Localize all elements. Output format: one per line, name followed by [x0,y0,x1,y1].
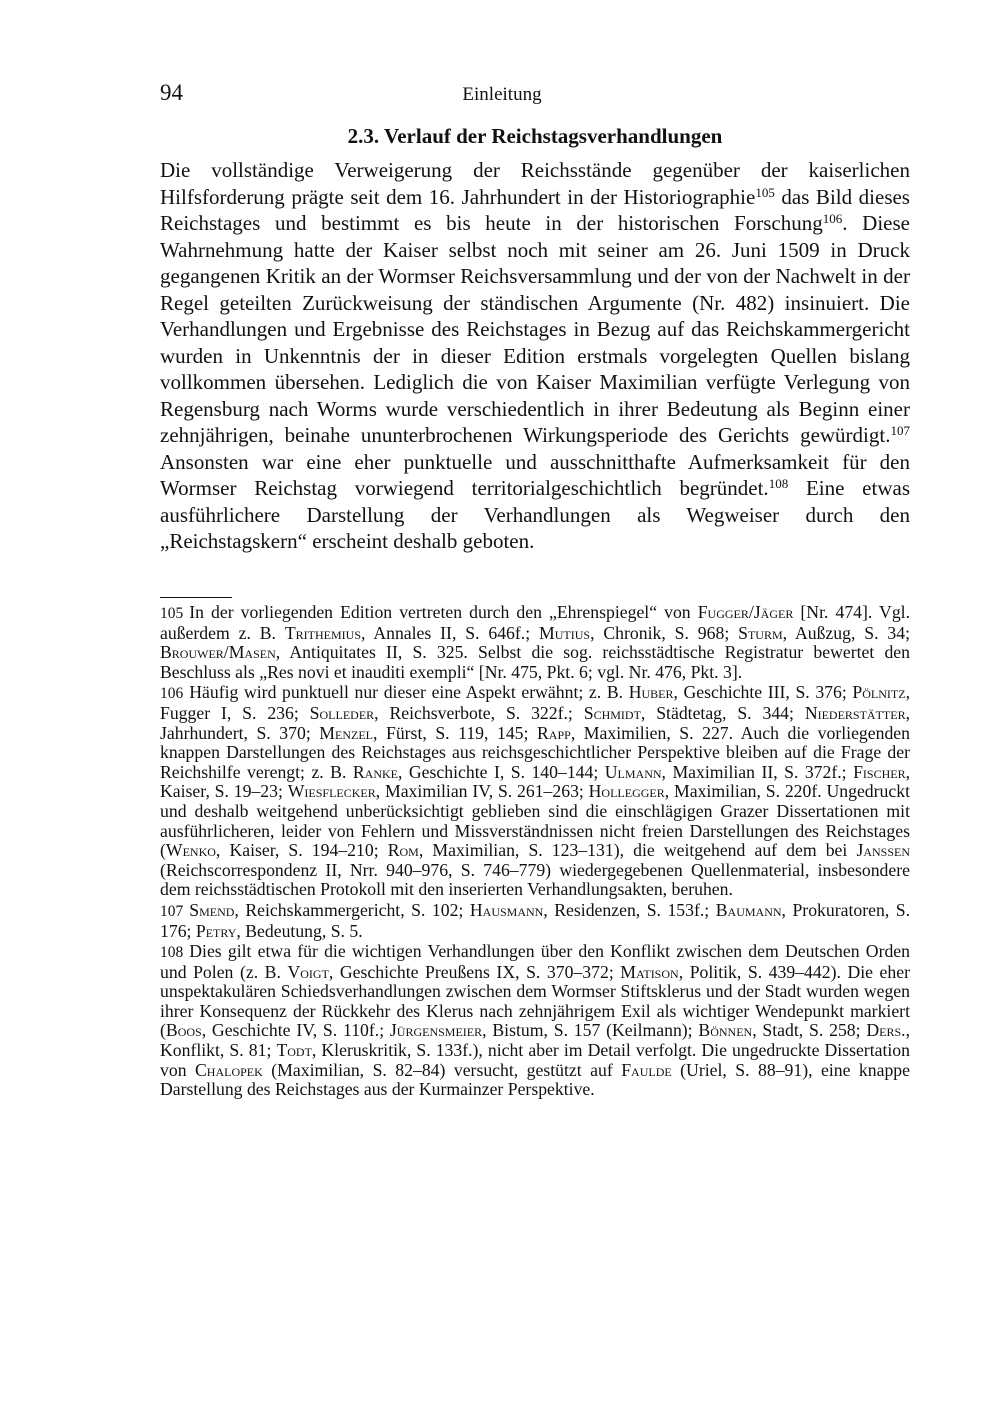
footnote-text: (Uriel, S. 88–91), eine knappe Darstellung des Reichstages aus der Kurmainzer Perspektive. [160,1059,911,1100]
author-name: Brouwer/Masen [160,642,276,663]
footnote-ref-106[interactable]: 106 [822,210,843,226]
footnote-text: , Städtetag, S. 344; [640,702,805,723]
footnote-text: , Fugger I, S. 236; [160,682,910,723]
footnote-text: , Residenzen, S. 153f.; [543,899,716,920]
footnote-ref-108[interactable]: 108 [768,475,789,491]
author-name: Schmidt [583,702,641,723]
footnote-text: , Maximilian, S. 220f. Ungedruckt und deshalb weitgehend unberücksichtigt geblieben sind die einschlägigen Grazer Dissertationen mit ausführlicheren, leider von Fehlern und Missverständnissen nicht freien Darstellungen des Reichstages ( [160,781,910,861]
footnote-text: , Maximilian IV, S. 261–263; [375,781,589,802]
author-name: Baumann [715,899,782,920]
author-name: Janssen [856,840,910,861]
body-text-4: Ansonsten war eine eher punktuelle und ausschnitthafte Aufmerksamkeit für den Wormser Reichstag vorwiegend territorialgeschichtlich begründet. [160,449,910,500]
author-name: Niederstätter [804,702,906,723]
footnote-text: , Maximilian, S. 123–131), die weitgehend auf dem bei [418,840,857,861]
footnote-text: Häufig wird punktuell nur dieser eine Aspekt erwähnt; z. B. [189,682,629,703]
author-name: Petry [195,920,237,941]
footnote-text: , Kleruskritik, S. 133f.), nicht aber im Detail verfolgt. Die ungedruckte Dissertation von [160,1040,910,1080]
footnotes [160,603,910,1101]
footnote-text: , Kaiser, S. 194–210; [215,840,388,861]
author-name: Sturm [738,622,783,643]
author-name: Menzel [319,722,374,743]
author-name: Rom [387,840,419,861]
footnote-text: , Maximilian II, S. 372f.; [661,761,854,782]
author-name: Fugger/Jäger [697,602,794,622]
footnote-text: , Bistum, S. 157 (Keilmann); [482,1020,699,1041]
footnote-text: , Geschichte III, S. 376; [673,682,853,703]
footnote-number: 107 [160,902,184,920]
author-name: Pölnitz [852,682,906,703]
footnote-number: 106 [160,685,184,703]
author-name: Faulde [621,1059,672,1080]
author-name: Hollegger [588,781,665,802]
section-heading: 2.3. Verlauf der Reichstagsverhandlungen [347,124,723,148]
author-name: Mutius [539,622,591,643]
footnote-text: , Reichskammergericht, S. 102; [234,899,470,920]
footnote-text: , Chronik, S. 968; [590,622,739,643]
footnote-text: , Stadt, S. 258; [752,1020,867,1041]
author-name: Voigt [287,961,329,982]
body-text-3: . Diese Wahrnehmung hatte der Kaiser selbst noch mit seiner am 26. Juni 1509 in Druck gegangenen Kritik an der Wormser Reichsversammlung und der von der Nachwelt in der Regel geteilten Zurückweisung der ständischen Argumente (Nr. 482) insinuiert. Die Verhandlungen und Ergebnisse des Reichstages in Bezug auf das Reichskammergericht wurden in Unkenntnis der in dieser Edition erstmals vorgelegten Quellen bislang vollkommen übersehen. Lediglich die von Kaiser Maximilian verfügte Verlegung von Regensburg nach Worms wurde verschiedentlich in ihrer Bedeutung als Beginn einer zehnjährigen, beinahe ununterbrochenen Wirkungsperiode des Gerichts gewürdigt. [160,211,910,447]
author-name: Rapp [537,722,571,743]
footnote-text: , Geschichte Preußens IX, S. 370–372; [328,961,621,982]
footnote-text: , Außzug, S. 34; [782,622,910,643]
footnote-text: (Reichscorrespondenz II, Nrr. 940–976, S. 746–779) wiedergegebenen Quellenmaterial, insbesondere dem reichsstädtischen Protokoll mit den inserierten Verhandlungsakten, beruhen. [160,859,910,900]
footnote-ref-107[interactable]: 107 [890,422,910,438]
author-name: Todt [276,1040,312,1061]
footnote-text: , Antiquitates II, S. 325. Selbst die sog. reichsstädtische Registratur bewertet den Beschluss als „Res novi et inauditi exempli“ [Nr. 475, Pkt. 6; vgl. Nr. 476, Pkt. 3]. [160,642,910,682]
footnote-text: , Maximilien, S. 227. Auch die vorliegenden knappen Darstellungen des Reichstages aus reichsgeschichtlicher Perspektive bleiben auf die Frage der Reichshilfe verengt; z. B. [160,722,910,782]
body-text-2: das Bild dieses Reichstages und bestimmt es bis heute in der historischen Forschung [160,184,910,235]
author-name: Ders. [866,1020,906,1041]
body-text-5: Eine etwas ausführlichere Darstellung der Verhandlungen als Wegweiser durch den „Reichstagskern“ erscheint deshalb geboten. [160,476,910,553]
footnote-text: , Jahrhundert, S. 370; [160,702,910,743]
author-name: Chalopek [195,1059,263,1080]
footnote-number: 108 [160,944,184,962]
author-name: Huber [628,682,674,703]
author-name: Boos [165,1020,202,1041]
author-name: Bönnen [698,1020,753,1041]
footnote-107 [160,901,910,941]
body-text-1: Die vollständige Verweigerung der Reichsstände gegenüber der kaiserlichen Hilfsforderung prägte seit dem 16. Jahrhundert in der Historiographie [160,158,910,209]
footnote-text: , Fürst, S. 119, 145; [373,722,537,743]
footnote-number: 105 [160,605,184,622]
running-head: Einleitung [462,84,542,105]
footnote-108 [160,942,910,1100]
author-name: Wenko [165,840,216,861]
footnote-ref-105[interactable]: 105 [755,184,775,200]
footnote-text: , Kaiser, S. 19–23; [160,761,911,802]
footnote-text: In der vorliegenden Edition vertreten durch den „Ehrenspiegel“ von [189,602,698,622]
footnote-text: , Konflikt, S. 81; [160,1020,910,1061]
footnote-text: , Geschichte IV, S. 110f.; [201,1020,390,1041]
footnote-text: [Nr. 474]. Vgl. außerdem z. B. [160,602,911,643]
page-number: 94 [160,80,183,105]
footnote-text: , Annales II, S. 646f.; [361,622,540,643]
author-name: Solleder [309,702,375,723]
author-name: Wiesflecker [287,781,376,802]
footnote-105 [160,603,910,682]
author-name: Hausmann [469,899,544,920]
author-name: Trithemius [284,622,361,643]
footnote-text: Dies gilt etwa für die wichtigen Verhandlungen über den Konflikt zwischen dem Deutschen Orden und Polen (z. B. [160,941,910,982]
footnote-text: , Prokuratoren, S. 176; [160,899,910,941]
author-name: Smend [189,899,235,920]
footnote-text: (Maximilian, S. 82–84) versucht, gestützt auf [262,1059,622,1080]
footnote-text: , Geschichte I, S. 140–144; [398,761,605,782]
footnote-text: , Bedeutung, S. 5. [236,920,363,941]
author-name: Jürgensmeier [389,1020,483,1041]
author-name: Ranke [352,761,399,782]
footnote-106 [160,683,910,900]
author-name: Ulmann [604,761,662,782]
author-name: Fischer [853,761,906,782]
body-paragraph [160,157,910,555]
footnote-separator [160,597,232,598]
footnote-text: , Reichsverbote, S. 322f.; [374,702,584,723]
footnote-text: , Politik, S. 439–442). Die eher unspektakulären Schiedsverhandlungen zwischen dem Wormser Stiftsklerus und der Stadt wurden wegen ihrer Konsequenz der Rückkehr des Klerus nach zehnjährigem Exil als wichtiger Wendepunkt markiert ( [160,961,910,1041]
author-name: Matison [620,961,679,982]
